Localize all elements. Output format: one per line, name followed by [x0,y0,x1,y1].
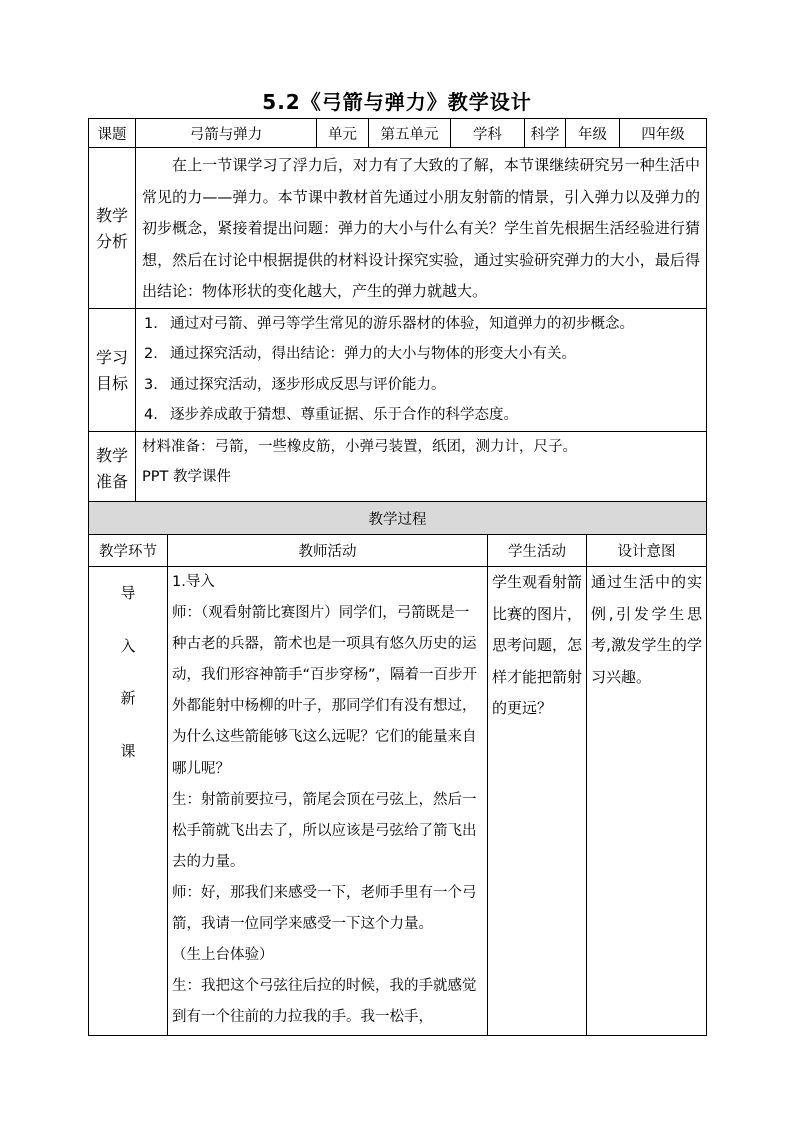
subject-label: 学科 [451,119,525,148]
lesson-info-table [88,118,707,505]
teacher-paragraph: 师：好，那我们来感受一下，老师手里有一个弓箭，我请一位同学来感受一下这个力量。 [172,884,477,933]
prep-label: 教学 准备 [89,431,136,504]
process-band: 教学过程 [89,502,707,535]
page-title: 5.2《弓箭与弹力》教学设计 [262,90,532,114]
process-band-row [89,502,707,535]
teacher-paragraph: （生上台体验） [172,947,274,964]
col-student: 学生活动 [488,535,587,567]
teacher-paragraph: 师：（观看射箭比赛图片）同学们，弓箭既是一种古老的兵器，箭术也是一项具有悠久历史的运动，我们形容神箭手“百步穿杨”，隔着一百步开外都能射中杨柳的叶子，那同学们有没有想过，为什么这些箭能够飞这么远呢？它们的能量来自哪儿呢？ [172,605,478,777]
prep-materials: 材料准备：弓箭，一些橡皮筋，小弹弓装置，纸团，测力计，尺子。 [142,438,577,455]
topic-label: 课题 [89,119,136,148]
col-intent: 设计意图 [587,535,707,567]
analysis-text: 在上一节课学习了浮力后，对力有了大致的了解，本节课继续研究另一种生活中常见的力——弹力。本节课中教材首先通过小朋友射箭的情景，引入弹力以及弹力的初步概念，紧接着提出问题：弹力的大小与什么有关？学生首先根据生活经验进行猜想，然后在讨论中根据提供的材料设计探究实验，通过实验研究弹力的大小，最后得出结论：物体形状的变化越大，产生的弹力就越大。 [136,148,707,309]
grade-label: 年级 [566,119,620,148]
list-item: 2. 通过探究活动，得出结论：弹力的大小与物体的形变大小有关。 [144,346,576,362]
list-item: 1. 通过对弓箭、弹弓等学生常见的游乐器材的体验，知道弹力的初步概念。 [144,315,634,332]
unit-value: 第五单元 [369,119,451,148]
header-row [89,119,707,148]
process-header-row [89,535,707,567]
goals-label: 学习 目标 [89,308,136,431]
design-intent: 通过生活中的实例,引发学生思考,激发学生的学习兴趣。 [587,567,707,1036]
teacher-activity [168,567,488,1036]
col-stage: 教学环节 [89,535,168,567]
prep-courseware: PPT 教学课件 [142,468,231,485]
list-item: 3. 通过探究活动，逐步形成反思与评价能力。 [144,376,446,393]
goals-row [89,308,707,431]
stage-cell: 导 入 新 课 [89,567,168,1036]
subject-value: 科学 [525,119,566,148]
teacher-paragraph: 生：我把这个弓弦往后拉的时候，我的手就感觉到有一个往前的力拉我的手。我一松手， [172,978,477,1026]
prep-row [89,431,707,504]
prep-content [136,431,707,504]
teacher-paragraph: 生：射箭前要拉弓，箭尾会顶在弓弦上，然后一松手箭就飞出去了，所以应该是弓弦给了箭飞出去的力量。 [172,791,477,870]
goals-list [136,308,707,431]
col-teacher: 教师活动 [168,535,488,567]
teacher-paragraph: 1.导入 [172,574,215,590]
process-table [88,501,707,1036]
unit-label: 单元 [317,119,369,148]
grade-value: 四年级 [620,119,707,148]
analysis-label: 教学 分析 [89,148,136,309]
topic-value: 弓箭与弹力 [136,119,317,148]
analysis-row [89,148,707,309]
student-activity: 学生观看射箭比赛的图片，思考问题，怎样才能把箭射的更远？ [488,567,587,1036]
table-row [89,567,707,1036]
list-item: 4. 逐步养成敢于猜想、尊重证据、乐于合作的科学态度。 [144,407,518,423]
